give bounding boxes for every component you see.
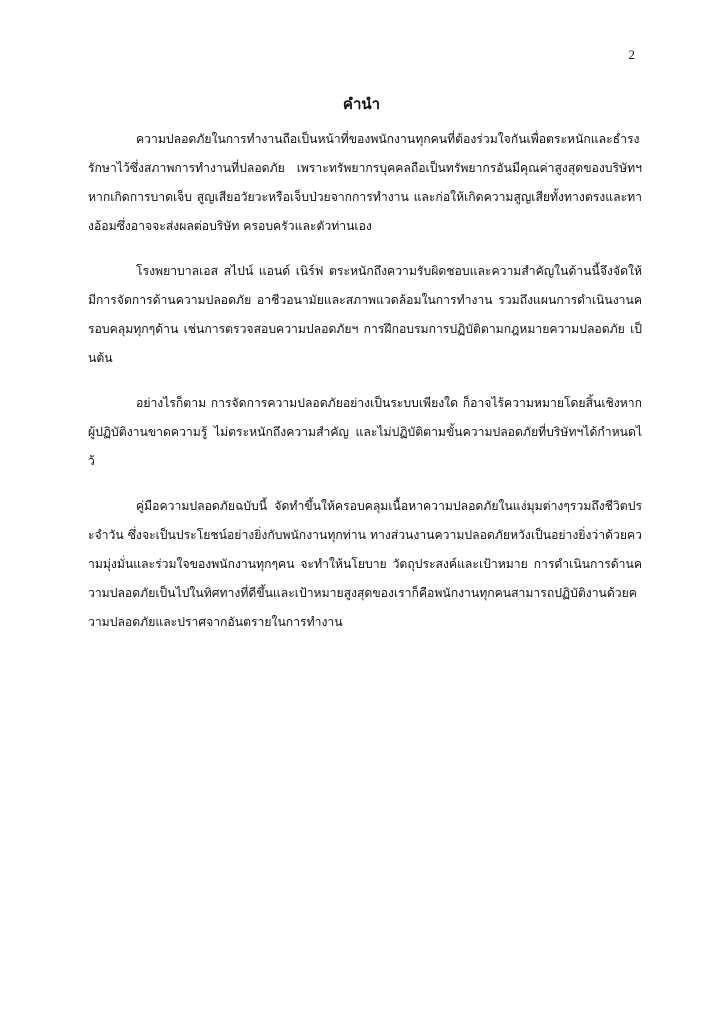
paragraph-3: อย่างไรก็ตาม การจัดการความปลอดภัยอย่างเป็นระบบเพียงใด ก็อาจไร้ความหมายโดยสิ้นเชิงหากผู้ปฏิบัติงานขาดความรู้ ไม่ตระหนักถึงความสำคัญ และไม่ปฏิบัติตามขั้นความปลอดภัยที่บริษัทฯได้กำหนดไว้ — [88, 396, 642, 468]
paragraph-2: โรงพยาบาลเอส สไปน์ แอนด์ เนิร์ฟ ตระหนักถึงความรับผิดชอบและความสำคัญในด้านนี้จึงจัดให้มีการจัดการด้านความปลอดภัย อาชีวอนามัยและสภาพแวดล้อมในการทำงาน รวมถึงแผนการดำเนินงานครอบคลุมทุกๆด้าน เช่นการตรวจสอบความปลอดภัยฯ การฝึกอบรมการปฏิบัติตามกฎหมายความปลอดภัย เป็นต้น — [88, 264, 642, 365]
paragraph-1: ความปลอดภัยในการทำงานถือเป็นหน้าที่ของพนักงานทุกคนที่ต้องร่วมใจกันเพื่อตระหนักและธำรงรักษาไว้ซึ่งสภาพการทำงานที่ปลอดภัย เพราะทรัพยากรบุคคลถือเป็นทรัพยากรอันมีคุณค่าสูงสุดของบริษัทฯ หากเกิดการบาดเจ็บ สูญเสียอวัยวะหรือเจ็บป่วยจากการทำงาน และก่อให้เกิดความสูญเสียทั้งทางตรงและทางอ้อมซึ่งอาจจะส่งผลต่อบริษัท ครอบครัวและตัวท่านเอง — [88, 132, 642, 233]
preface-body — [88, 125, 642, 653]
page-number: 2 — [628, 47, 635, 62]
page-title: คำนำ — [342, 95, 381, 113]
paragraph-4: คู่มือความปลอดภัยฉบับนี้ จัดทำขึ้นให้ครอบคลุมเนื้อหาความปลอดภัยในแง่มุมต่างๆรวมถึงชีวิตประจำวัน ซึ่งจะเป็นประโยชน์อย่างยิ่งกับพนักงานทุกท่าน ทางส่วนงานความปลอดภัยหวังเป็นอย่างยิ่งว่าด้วยความมุ่งมั่นและร่วมใจของพนักงานทุกๆคน จะทำให้นโยบาย วัตถุประสงค์และเป้าหมาย การดำเนินการด้านความปลอดภัยเป็นไปในทิศทางที่ดีขึ้นและเป้าหมายสูงสุดของเราก็คือพนักงานทุกคนสามารถปฏิบัติงานด้วยความปลอดภัยและปราศจากอันตรายในการทำงาน — [88, 499, 642, 629]
